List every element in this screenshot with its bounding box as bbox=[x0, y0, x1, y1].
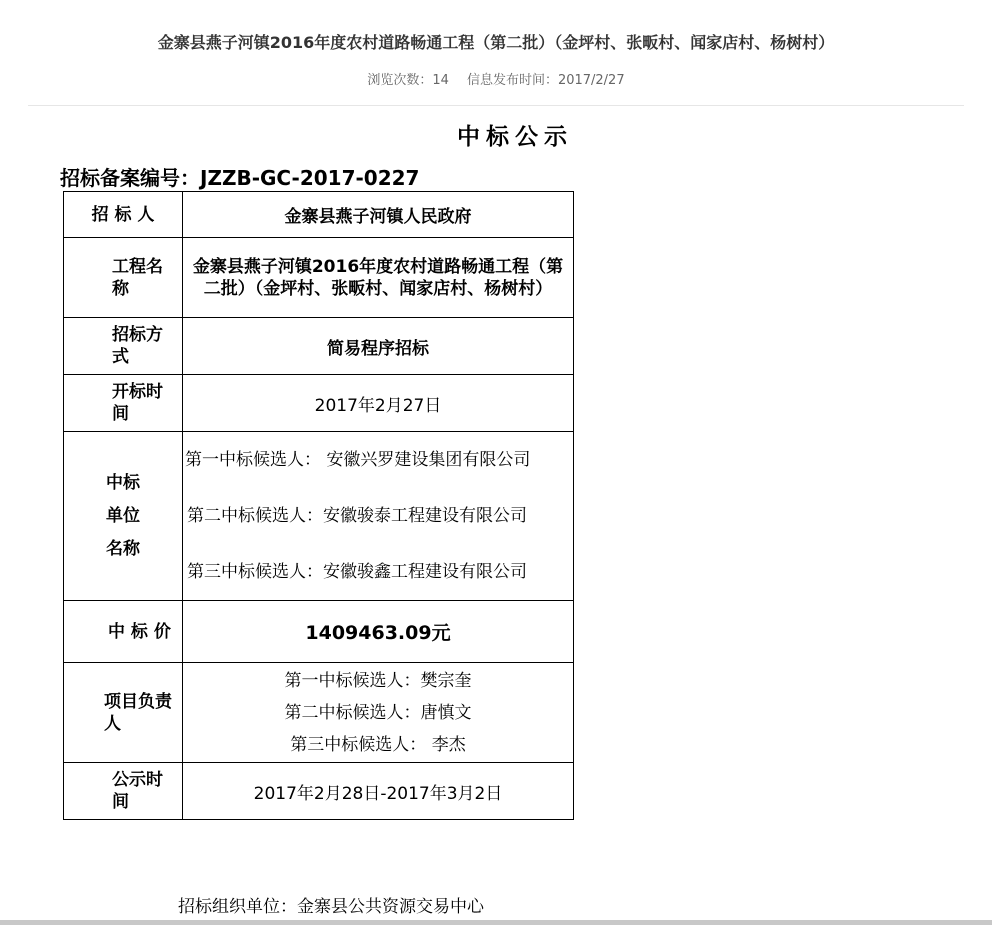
manager-label: 项目负责人 bbox=[104, 691, 172, 734]
project-value: 金寨县燕子河镇2016年度农村道路畅通工程（第二批）（金坪村、张畈村、闻家店村、杨树村） bbox=[192, 256, 564, 299]
table-row bbox=[64, 238, 574, 318]
manager-candidates bbox=[183, 663, 574, 763]
winner-candidates bbox=[183, 432, 574, 601]
winner-candidate-3: 第三中标候选人：安徽骏鑫工程建设有限公司 bbox=[187, 562, 527, 582]
winner-candidate-2: 第二中标候选人：安徽骏泰工程建设有限公司 bbox=[187, 506, 527, 526]
tenderer-label: 招 标 人 bbox=[91, 204, 155, 225]
organizer-footer: 招标组织单位：金寨县公共资源交易中心 bbox=[178, 897, 484, 917]
table-row bbox=[64, 318, 574, 375]
opening-time-value: 2017年2月27日 bbox=[183, 375, 574, 432]
publicity-label: 公示时间 bbox=[112, 770, 163, 812]
opening-time-label: 开标时间 bbox=[112, 382, 163, 424]
opening-time-label-cell bbox=[64, 375, 183, 432]
notice-heading: 中标公示 bbox=[457, 124, 573, 150]
view-count: 浏览次数：14 bbox=[367, 73, 449, 88]
table-row bbox=[64, 192, 574, 238]
manager-candidate-3: 第三中标候选人： 李杰 bbox=[290, 734, 466, 755]
method-label: 招标方式 bbox=[112, 325, 163, 367]
tenderer-value: 金寨县燕子河镇人民政府 bbox=[183, 192, 574, 238]
award-table bbox=[63, 191, 574, 820]
publicity-label-cell bbox=[64, 763, 183, 820]
tenderer-label-cell bbox=[64, 192, 183, 238]
table-row bbox=[64, 375, 574, 432]
manager-candidate-2: 第二中标候选人：唐慎文 bbox=[284, 702, 472, 723]
table-row bbox=[64, 663, 574, 763]
project-label-cell bbox=[64, 238, 183, 318]
price-label: 中 标 价 bbox=[108, 621, 171, 642]
table-row bbox=[64, 763, 574, 820]
project-label: 工程名称 bbox=[112, 256, 163, 299]
price-value: 1409463.09元 bbox=[305, 622, 451, 644]
winner-label: 中标 单位 名称 bbox=[106, 472, 140, 559]
price-value-cell bbox=[183, 601, 574, 663]
horizontal-scrollbar[interactable] bbox=[0, 920, 992, 925]
manager-candidate-1: 第一中标候选人：樊宗奎 bbox=[284, 670, 472, 691]
publish-date: 信息发布时间：2017/2/27 bbox=[466, 73, 625, 88]
publicity-value: 2017年2月28日-2017年3月2日 bbox=[183, 763, 574, 820]
table-row bbox=[64, 432, 574, 601]
winner-label-cell bbox=[64, 432, 183, 601]
method-label-cell bbox=[64, 318, 183, 375]
method-value: 简易程序招标 bbox=[183, 318, 574, 375]
manager-label-cell bbox=[64, 663, 183, 763]
article-meta bbox=[0, 69, 992, 88]
project-value-cell bbox=[183, 238, 574, 318]
article-title: 金寨县燕子河镇2016年度农村道路畅通工程（第二批）（金坪村、张畈村、闻家店村、杨树村） bbox=[157, 33, 835, 52]
winner-candidate-1: 第一中标候选人： 安徽兴罗建设集团有限公司 bbox=[185, 450, 531, 470]
table-row bbox=[64, 601, 574, 663]
price-label-cell bbox=[64, 601, 183, 663]
filing-number: 招标备案编号：JZZB-GC-2017-0227 bbox=[60, 166, 420, 190]
divider bbox=[28, 105, 964, 106]
